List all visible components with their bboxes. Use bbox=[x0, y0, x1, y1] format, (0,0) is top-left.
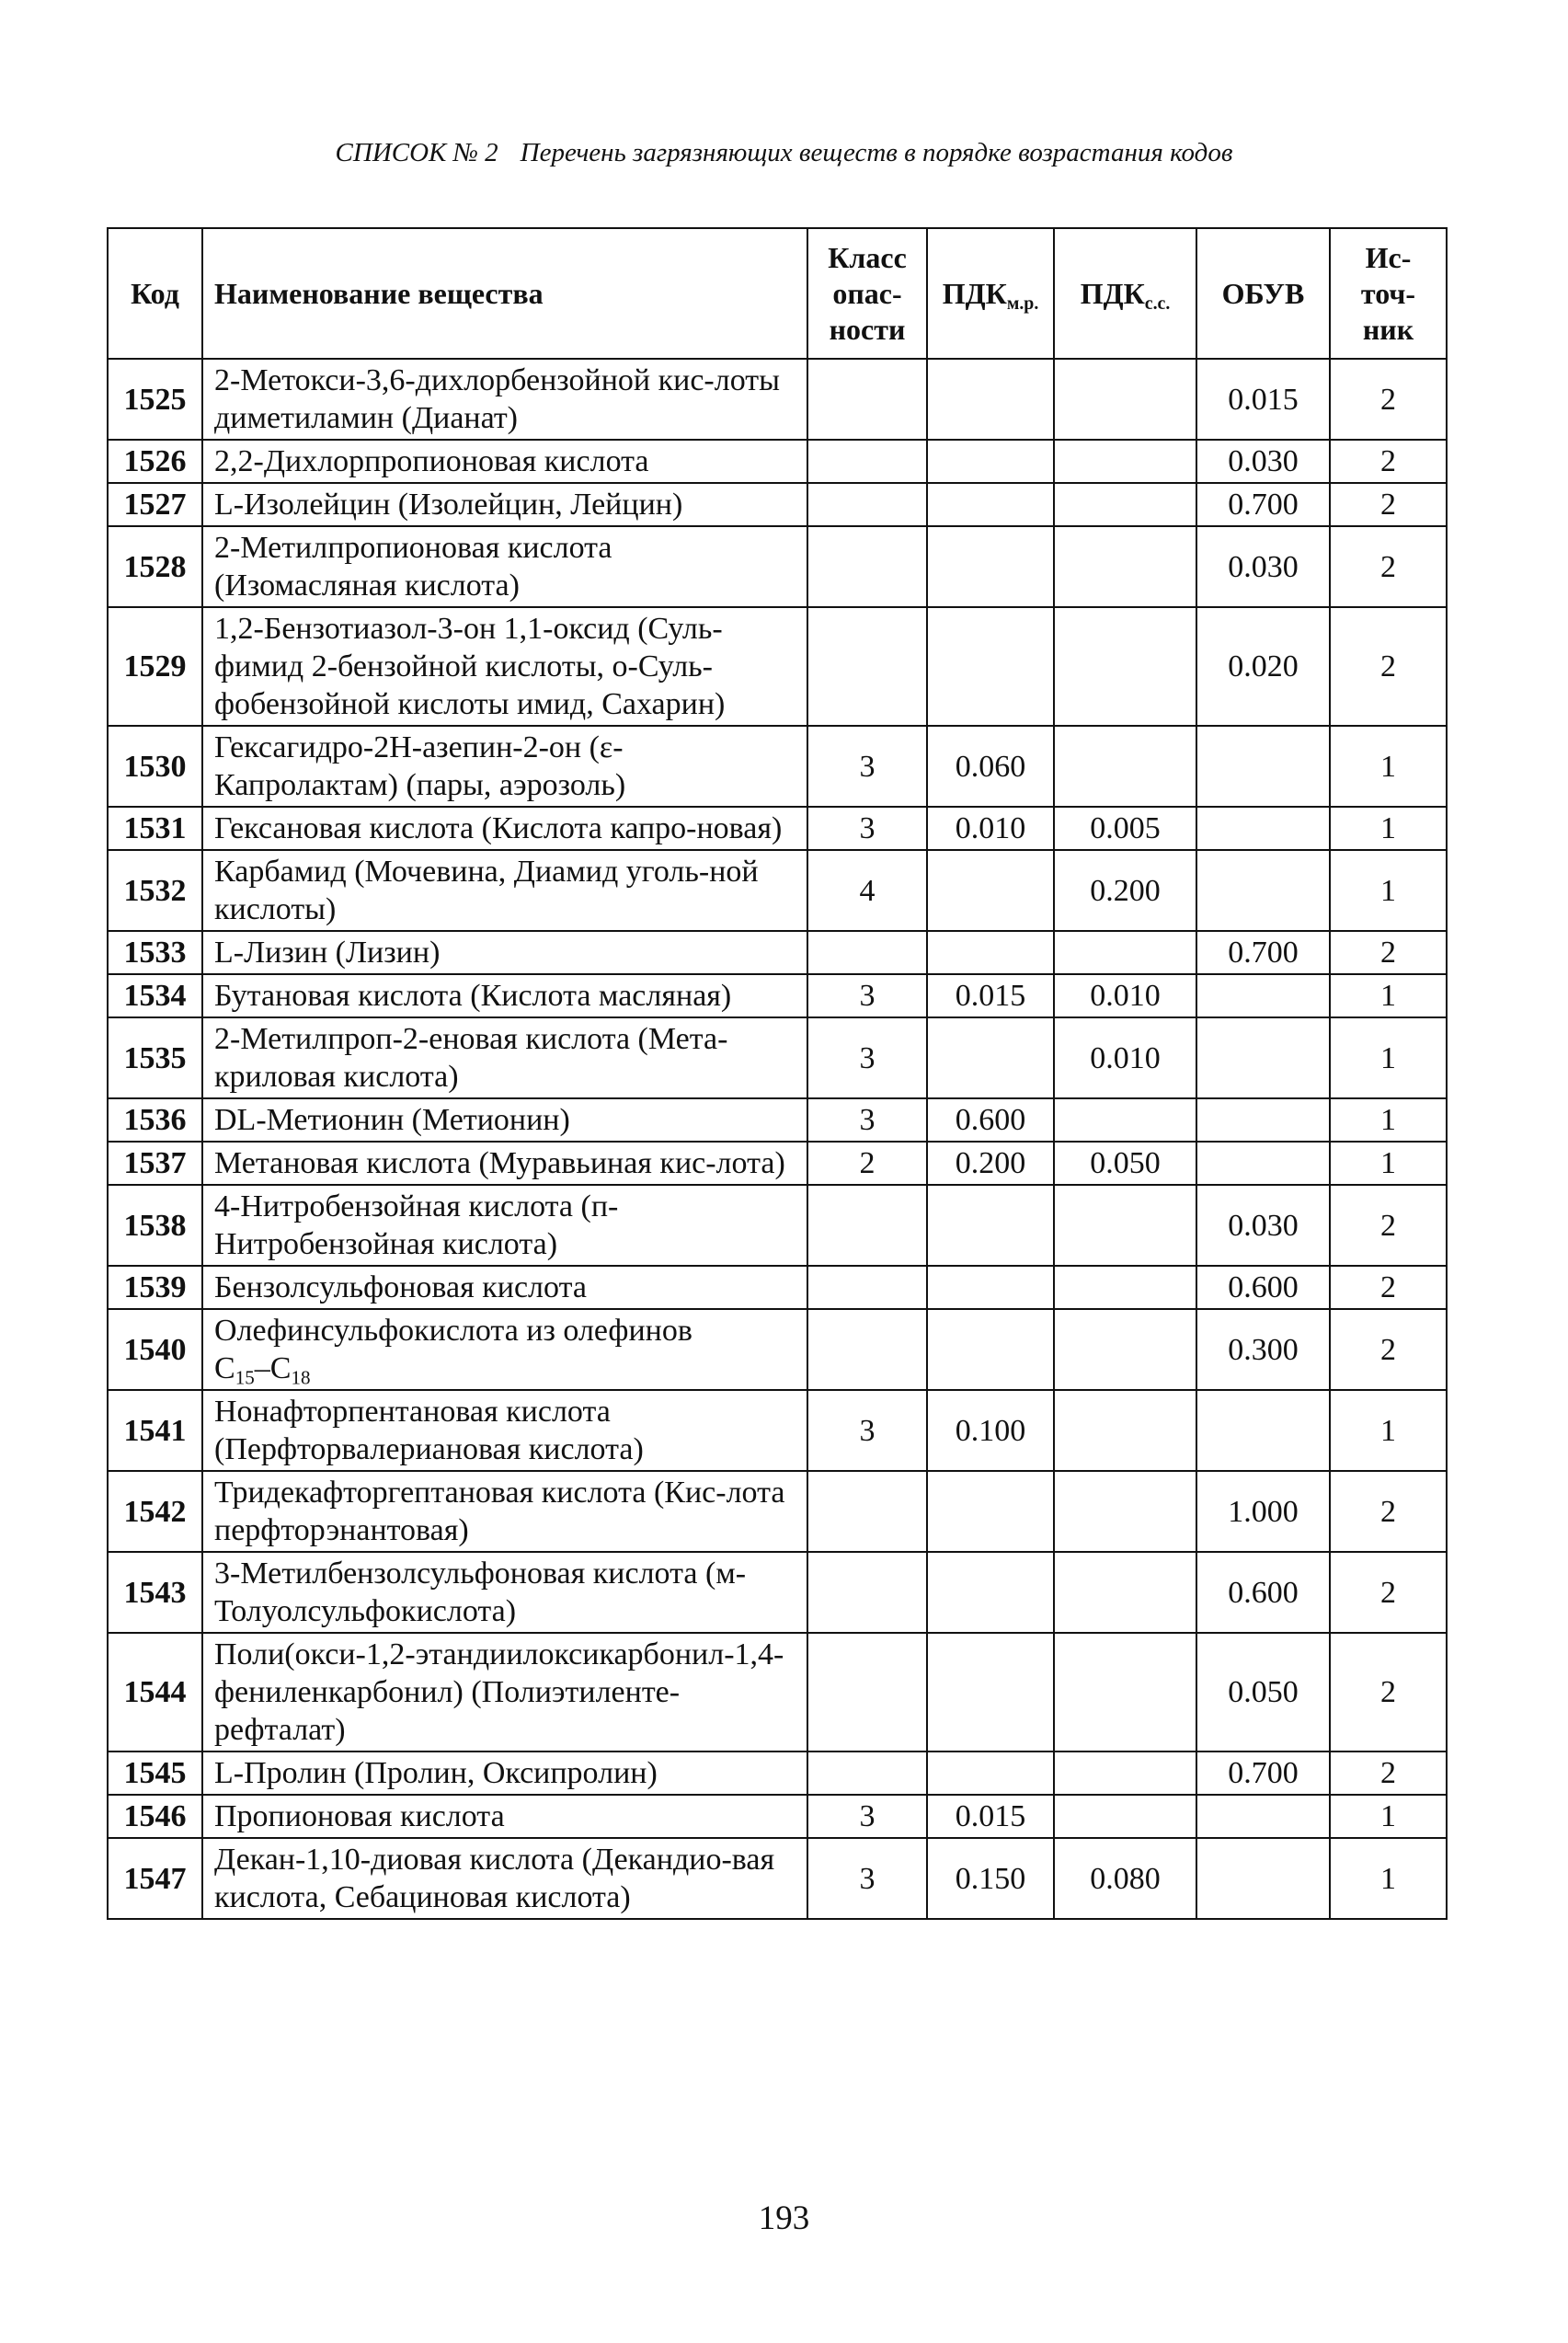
cell-obuv bbox=[1196, 1142, 1330, 1185]
table-row bbox=[108, 931, 1447, 974]
cell-source: 2 bbox=[1330, 1633, 1447, 1752]
cell-obuv: 0.020 bbox=[1196, 607, 1330, 726]
cell-name bbox=[202, 974, 807, 1017]
cell-pdk-mr bbox=[927, 1266, 1054, 1309]
cell-source: 2 bbox=[1330, 607, 1447, 726]
table-row bbox=[108, 1552, 1447, 1633]
cell-pdk-ss bbox=[1054, 440, 1196, 483]
table-row bbox=[108, 850, 1447, 931]
cell-pdk-mr bbox=[927, 359, 1054, 440]
table-row bbox=[108, 1838, 1447, 1919]
cell-obuv: 0.030 bbox=[1196, 1185, 1330, 1266]
pdk-ss-main: ПДК bbox=[1080, 276, 1145, 310]
cell-source: 2 bbox=[1330, 526, 1447, 607]
cell-name bbox=[202, 359, 807, 440]
cell-code: 1533 bbox=[108, 931, 202, 974]
cell-pdk-mr bbox=[927, 526, 1054, 607]
table-header-row bbox=[108, 228, 1447, 359]
pdk-ss-subscript: с.с. bbox=[1144, 293, 1171, 314]
cell-pdk-mr bbox=[927, 1552, 1054, 1633]
cell-hazard-class bbox=[807, 931, 927, 974]
cell-name bbox=[202, 1552, 807, 1633]
cell-obuv: 0.600 bbox=[1196, 1552, 1330, 1633]
cell-hazard-class bbox=[807, 1266, 927, 1309]
cell-pdk-mr bbox=[927, 607, 1054, 726]
table-row bbox=[108, 1098, 1447, 1142]
cell-pdk-mr bbox=[927, 1017, 1054, 1098]
cell-obuv bbox=[1196, 974, 1330, 1017]
table-row bbox=[108, 526, 1447, 607]
table-row bbox=[108, 1633, 1447, 1752]
cell-pdk-ss bbox=[1054, 526, 1196, 607]
cell-name bbox=[202, 850, 807, 931]
cell-pdk-ss bbox=[1054, 1795, 1196, 1838]
cell-code: 1530 bbox=[108, 726, 202, 807]
table-row bbox=[108, 1185, 1447, 1266]
cell-obuv: 0.700 bbox=[1196, 1752, 1330, 1795]
cell-name bbox=[202, 483, 807, 526]
cell-code: 1536 bbox=[108, 1098, 202, 1142]
table-row bbox=[108, 1266, 1447, 1309]
cell-hazard-class: 4 bbox=[807, 850, 927, 931]
cell-code: 1539 bbox=[108, 1266, 202, 1309]
cell-hazard-class: 2 bbox=[807, 1142, 927, 1185]
cell-obuv bbox=[1196, 850, 1330, 931]
cell-source: 1 bbox=[1330, 807, 1447, 850]
substance-name: L-Изолейцин (Изолейцин, Лейцин) bbox=[214, 488, 683, 522]
cell-pdk-mr: 0.100 bbox=[927, 1390, 1054, 1471]
cell-pdk-mr bbox=[927, 1309, 1054, 1390]
cell-source: 2 bbox=[1330, 931, 1447, 974]
cell-name bbox=[202, 1838, 807, 1919]
cell-source: 2 bbox=[1330, 1185, 1447, 1266]
substance-name: DL-Метионин (Метионин) bbox=[214, 1103, 570, 1137]
cell-pdk-mr bbox=[927, 1471, 1054, 1552]
cell-source: 2 bbox=[1330, 483, 1447, 526]
cell-name bbox=[202, 1185, 807, 1266]
cell-pdk-ss bbox=[1054, 1309, 1196, 1390]
table-row bbox=[108, 1752, 1447, 1795]
cell-code: 1526 bbox=[108, 440, 202, 483]
cell-pdk-ss bbox=[1054, 1471, 1196, 1552]
cell-obuv: 0.700 bbox=[1196, 931, 1330, 974]
cell-hazard-class bbox=[807, 1633, 927, 1752]
table-row bbox=[108, 483, 1447, 526]
substance-name: 1,2-Бензотиазол-3-он 1,1-оксид (Суль-фимид 2-бензойной кислоты, о-Суль-фобензойной кислоты имид, Сахарин) bbox=[214, 612, 726, 721]
substance-name: 2-Метилпропионовая кислота (Изомасляная кислота) bbox=[214, 531, 612, 603]
cell-obuv: 0.030 bbox=[1196, 526, 1330, 607]
cell-obuv: 0.030 bbox=[1196, 440, 1330, 483]
cell-pdk-mr: 0.015 bbox=[927, 1795, 1054, 1838]
substance-name: L-Лизин (Лизин) bbox=[214, 936, 441, 970]
col-header-obuv: ОБУВ bbox=[1196, 228, 1330, 359]
substance-name: Бутановая кислота (Кислота масляная) bbox=[214, 979, 732, 1013]
cell-name bbox=[202, 1309, 807, 1390]
cell-code: 1528 bbox=[108, 526, 202, 607]
cell-name bbox=[202, 1098, 807, 1142]
cell-code: 1537 bbox=[108, 1142, 202, 1185]
cell-code: 1541 bbox=[108, 1390, 202, 1471]
cell-obuv: 0.600 bbox=[1196, 1266, 1330, 1309]
page-number: 193 bbox=[758, 2199, 810, 2237]
formula-subscript-a: 15 bbox=[235, 1366, 255, 1389]
cell-hazard-class bbox=[807, 1471, 927, 1552]
cell-pdk-mr bbox=[927, 931, 1054, 974]
cell-code: 1525 bbox=[108, 359, 202, 440]
col-header-name: Наименование вещества bbox=[202, 228, 807, 359]
cell-code: 1543 bbox=[108, 1552, 202, 1633]
cell-pdk-ss bbox=[1054, 483, 1196, 526]
cell-code: 1527 bbox=[108, 483, 202, 526]
cell-obuv bbox=[1196, 1795, 1330, 1838]
formula-symbol-b: C bbox=[269, 1351, 292, 1385]
cell-source: 1 bbox=[1330, 1017, 1447, 1098]
col-header-code: Код bbox=[108, 228, 202, 359]
cell-code: 1547 bbox=[108, 1838, 202, 1919]
cell-code: 1534 bbox=[108, 974, 202, 1017]
cell-code: 1532 bbox=[108, 850, 202, 931]
cell-hazard-class: 3 bbox=[807, 1795, 927, 1838]
substance-name: Декан-1,10-диовая кислота (Декандио-вая кислота, Себациновая кислота) bbox=[214, 1843, 775, 1914]
cell-obuv bbox=[1196, 807, 1330, 850]
cell-hazard-class: 3 bbox=[807, 726, 927, 807]
cell-hazard-class: 3 bbox=[807, 1390, 927, 1471]
cell-pdk-mr bbox=[927, 483, 1054, 526]
cell-hazard-class bbox=[807, 1309, 927, 1390]
cell-hazard-class: 3 bbox=[807, 974, 927, 1017]
cell-pdk-ss: 0.080 bbox=[1054, 1838, 1196, 1919]
substance-name: Метановая кислота (Муравьиная кис-лота) bbox=[214, 1146, 785, 1180]
table-row bbox=[108, 807, 1447, 850]
cell-obuv: 0.300 bbox=[1196, 1309, 1330, 1390]
substance-name: 2-Метилпроп-2-еновая кислота (Мета-криловая кислота) bbox=[214, 1022, 728, 1094]
table-row bbox=[108, 440, 1447, 483]
cell-source: 2 bbox=[1330, 1552, 1447, 1633]
cell-code: 1542 bbox=[108, 1471, 202, 1552]
cell-source: 1 bbox=[1330, 1795, 1447, 1838]
cell-code: 1529 bbox=[108, 607, 202, 726]
cell-pdk-mr bbox=[927, 440, 1054, 483]
cell-obuv: 1.000 bbox=[1196, 1471, 1330, 1552]
cell-pdk-ss bbox=[1054, 1752, 1196, 1795]
cell-pdk-ss bbox=[1054, 1552, 1196, 1633]
cell-code: 1544 bbox=[108, 1633, 202, 1752]
cell-pdk-mr: 0.600 bbox=[927, 1098, 1054, 1142]
cell-code: 1538 bbox=[108, 1185, 202, 1266]
cell-hazard-class bbox=[807, 607, 927, 726]
cell-pdk-ss bbox=[1054, 1390, 1196, 1471]
cell-pdk-mr: 0.010 bbox=[927, 807, 1054, 850]
cell-hazard-class: 3 bbox=[807, 1017, 927, 1098]
substance-name: 2,2-Дихлорпропионовая кислота bbox=[214, 444, 649, 478]
substance-name: 3-Метилбензолсульфоновая кислота (м-Толуолсульфокислота) bbox=[214, 1556, 747, 1628]
cell-pdk-ss bbox=[1054, 607, 1196, 726]
substance-formula bbox=[214, 1350, 795, 1387]
table-row bbox=[108, 607, 1447, 726]
cell-pdk-ss: 0.010 bbox=[1054, 974, 1196, 1017]
table-row bbox=[108, 1142, 1447, 1185]
cell-source: 1 bbox=[1330, 1098, 1447, 1142]
table-row bbox=[108, 1390, 1447, 1471]
cell-obuv bbox=[1196, 1098, 1330, 1142]
list-label: СПИСОК № 2 bbox=[335, 138, 498, 167]
cell-pdk-ss: 0.005 bbox=[1054, 807, 1196, 850]
table-row bbox=[108, 1795, 1447, 1838]
cell-name bbox=[202, 1795, 807, 1838]
substance-name: 2-Метокси-3,6-дихлорбензойной кис-лоты диметиламин (Дианат) bbox=[214, 363, 780, 435]
substance-name: Пропионовая кислота bbox=[214, 1799, 505, 1833]
cell-source: 1 bbox=[1330, 1390, 1447, 1471]
cell-pdk-ss: 0.010 bbox=[1054, 1017, 1196, 1098]
cell-obuv bbox=[1196, 1017, 1330, 1098]
col-header-hazard-class: Класс опас-ности bbox=[807, 228, 927, 359]
cell-name bbox=[202, 1017, 807, 1098]
cell-pdk-mr bbox=[927, 1185, 1054, 1266]
cell-pdk-ss: 0.050 bbox=[1054, 1142, 1196, 1185]
cell-pdk-mr: 0.015 bbox=[927, 974, 1054, 1017]
cell-hazard-class: 3 bbox=[807, 1098, 927, 1142]
pdk-mr-subscript: м.р. bbox=[1006, 293, 1039, 314]
pdk-mr-main: ПДК bbox=[942, 276, 1007, 310]
cell-source: 2 bbox=[1330, 1471, 1447, 1552]
cell-hazard-class bbox=[807, 1552, 927, 1633]
cell-pdk-mr bbox=[927, 1633, 1054, 1752]
cell-hazard-class bbox=[807, 1185, 927, 1266]
col-header-source: Ис-точ-ник bbox=[1330, 228, 1447, 359]
cell-pdk-ss bbox=[1054, 1266, 1196, 1309]
cell-source: 1 bbox=[1330, 1142, 1447, 1185]
cell-source: 1 bbox=[1330, 850, 1447, 931]
table-row bbox=[108, 1471, 1447, 1552]
cell-pdk-ss bbox=[1054, 931, 1196, 974]
table-body bbox=[108, 359, 1447, 1919]
cell-code: 1540 bbox=[108, 1309, 202, 1390]
formula-dash: – bbox=[254, 1351, 270, 1385]
cell-obuv bbox=[1196, 726, 1330, 807]
cell-name bbox=[202, 1266, 807, 1309]
cell-name bbox=[202, 931, 807, 974]
cell-source: 2 bbox=[1330, 1752, 1447, 1795]
substance-name: Бензолсульфоновая кислота bbox=[214, 1270, 587, 1304]
substance-name: L-Пролин (Пролин, Оксипролин) bbox=[214, 1756, 658, 1790]
cell-pdk-ss: 0.200 bbox=[1054, 850, 1196, 931]
cell-code: 1546 bbox=[108, 1795, 202, 1838]
cell-code: 1531 bbox=[108, 807, 202, 850]
table-row bbox=[108, 1017, 1447, 1098]
substance-name: Олефинсульфокислота из олефинов bbox=[214, 1314, 692, 1348]
cell-pdk-mr bbox=[927, 1752, 1054, 1795]
formula-subscript-b: 18 bbox=[291, 1366, 311, 1389]
cell-source: 2 bbox=[1330, 1309, 1447, 1390]
cell-hazard-class bbox=[807, 440, 927, 483]
cell-pdk-ss bbox=[1054, 1098, 1196, 1142]
cell-name bbox=[202, 1752, 807, 1795]
cell-pdk-ss bbox=[1054, 726, 1196, 807]
cell-name bbox=[202, 807, 807, 850]
substance-name: Карбамид (Мочевина, Диамид уголь-ной кислоты) bbox=[214, 855, 759, 926]
cell-pdk-mr: 0.060 bbox=[927, 726, 1054, 807]
substance-name: Тридекафторгептановая кислота (Кис-лота перфторэнантовая) bbox=[214, 1476, 785, 1547]
cell-hazard-class: 3 bbox=[807, 807, 927, 850]
cell-pdk-mr: 0.150 bbox=[927, 1838, 1054, 1919]
cell-source: 2 bbox=[1330, 1266, 1447, 1309]
cell-hazard-class bbox=[807, 526, 927, 607]
cell-obuv bbox=[1196, 1390, 1330, 1471]
cell-obuv: 0.015 bbox=[1196, 359, 1330, 440]
cell-pdk-ss bbox=[1054, 1185, 1196, 1266]
cell-name bbox=[202, 1142, 807, 1185]
cell-code: 1545 bbox=[108, 1752, 202, 1795]
cell-pdk-ss bbox=[1054, 359, 1196, 440]
cell-name bbox=[202, 526, 807, 607]
table-row bbox=[108, 1309, 1447, 1390]
substance-name: Нонафторпентановая кислота (Перфторвалериановая кислота) bbox=[214, 1395, 644, 1466]
cell-source: 1 bbox=[1330, 1838, 1447, 1919]
cell-name bbox=[202, 1633, 807, 1752]
cell-name bbox=[202, 607, 807, 726]
cell-pdk-mr: 0.200 bbox=[927, 1142, 1054, 1185]
substance-name: Гексагидро-2Н-азепин-2-он (ε-Капролактам) (пары, аэрозоль) bbox=[214, 730, 626, 802]
cell-obuv: 0.700 bbox=[1196, 483, 1330, 526]
cell-hazard-class bbox=[807, 359, 927, 440]
substance-name: Гексановая кислота (Кислота капро-новая) bbox=[214, 811, 783, 845]
table-row bbox=[108, 974, 1447, 1017]
col-header-pdk-ss bbox=[1054, 228, 1196, 359]
substance-name: Поли(окси-1,2-этандиилоксикарбонил-1,4-фениленкарбонил) (Полиэтиленте-рефталат) bbox=[214, 1637, 784, 1747]
page-header bbox=[0, 138, 1568, 168]
cell-name bbox=[202, 1390, 807, 1471]
substance-name: 4-Нитробензойная кислота (п-Нитробензойная кислота) bbox=[214, 1189, 619, 1261]
cell-source: 1 bbox=[1330, 974, 1447, 1017]
substances-table bbox=[107, 227, 1448, 1920]
cell-name bbox=[202, 1471, 807, 1552]
cell-name bbox=[202, 440, 807, 483]
cell-source: 2 bbox=[1330, 440, 1447, 483]
cell-pdk-ss bbox=[1054, 1633, 1196, 1752]
cell-hazard-class bbox=[807, 1752, 927, 1795]
cell-obuv bbox=[1196, 1838, 1330, 1919]
cell-code: 1535 bbox=[108, 1017, 202, 1098]
cell-source: 2 bbox=[1330, 359, 1447, 440]
cell-obuv: 0.050 bbox=[1196, 1633, 1330, 1752]
cell-hazard-class: 3 bbox=[807, 1838, 927, 1919]
table-row bbox=[108, 359, 1447, 440]
cell-source: 1 bbox=[1330, 726, 1447, 807]
formula-symbol-a: C bbox=[214, 1351, 235, 1385]
list-title: Перечень загрязняющих веществ в порядке возрастания кодов bbox=[520, 138, 1233, 167]
cell-name bbox=[202, 726, 807, 807]
col-header-pdk-mr bbox=[927, 228, 1054, 359]
cell-pdk-mr bbox=[927, 850, 1054, 931]
table-row bbox=[108, 726, 1447, 807]
cell-hazard-class bbox=[807, 483, 927, 526]
